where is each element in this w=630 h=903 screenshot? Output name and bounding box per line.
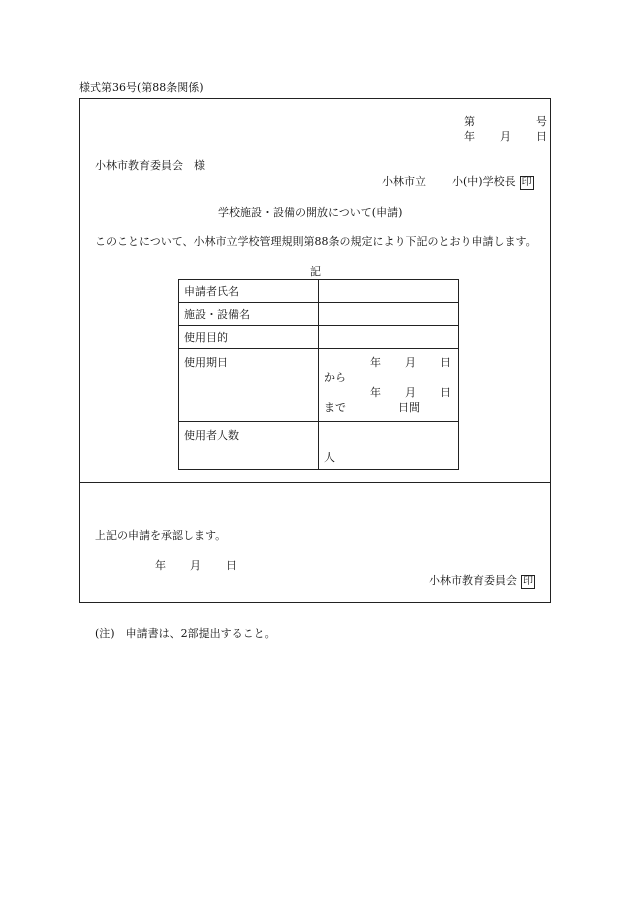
label-facility-name: 施設・設備名 bbox=[179, 303, 319, 326]
number-prefix: 第 bbox=[464, 115, 475, 128]
table-row bbox=[179, 422, 459, 470]
label-period: 使用期日 bbox=[179, 349, 319, 422]
label-count: 使用者人数 bbox=[179, 422, 319, 470]
approval-month: 月 bbox=[190, 559, 201, 572]
note: (注) 申請書は、2部提出すること。 bbox=[95, 627, 276, 640]
value-period bbox=[319, 349, 459, 422]
table-row bbox=[179, 349, 459, 422]
application-table bbox=[178, 279, 459, 470]
value-purpose bbox=[319, 326, 459, 349]
approval-day: 日 bbox=[226, 559, 237, 572]
table-row bbox=[179, 280, 459, 303]
label-applicant-name: 申請者氏名 bbox=[179, 280, 319, 303]
period-start-date: 年 月 日 bbox=[370, 356, 451, 369]
approval-divider bbox=[79, 482, 551, 483]
value-count bbox=[319, 422, 459, 470]
date-day: 日 bbox=[536, 130, 547, 143]
date-year: 年 bbox=[464, 130, 475, 143]
addressee: 小林市教育委員会 様 bbox=[95, 159, 205, 172]
seal-icon: 印 bbox=[521, 177, 532, 188]
body-text: このことについて、小林市立学校管理規則第88条の規定により下記のとおり申請します。 bbox=[95, 235, 537, 248]
applicant-city: 小林市立 bbox=[382, 175, 426, 188]
form-number: 様式第36号(第88条関係) bbox=[79, 81, 204, 94]
period-until-line bbox=[324, 400, 453, 415]
value-facility-name bbox=[319, 303, 459, 326]
approval-year: 年 bbox=[155, 559, 166, 572]
document-title: 学校施設・設備の開放について(申請) bbox=[218, 206, 403, 219]
number-suffix: 号 bbox=[536, 115, 547, 128]
seal-icon: 印 bbox=[523, 576, 533, 587]
approval-text: 上記の申請を承認します。 bbox=[95, 529, 227, 542]
count-unit: 人 bbox=[324, 451, 335, 464]
table-row bbox=[179, 326, 459, 349]
value-applicant-name bbox=[319, 280, 459, 303]
period-end-date: 年 月 日 bbox=[370, 386, 451, 399]
approval-issuer-line bbox=[429, 575, 535, 589]
approval-issuer: 小林市教育委員会 bbox=[429, 574, 517, 587]
label-purpose: 使用目的 bbox=[179, 326, 319, 349]
date-month: 月 bbox=[500, 130, 511, 143]
period-from: から bbox=[324, 371, 346, 384]
applicant-school: 小(中)学校長 bbox=[452, 175, 516, 188]
ki-heading: 記 bbox=[310, 265, 321, 278]
table-row bbox=[179, 303, 459, 326]
period-until: まで bbox=[324, 401, 346, 414]
period-days: 日間 bbox=[398, 401, 420, 414]
applicant-line bbox=[452, 176, 534, 190]
